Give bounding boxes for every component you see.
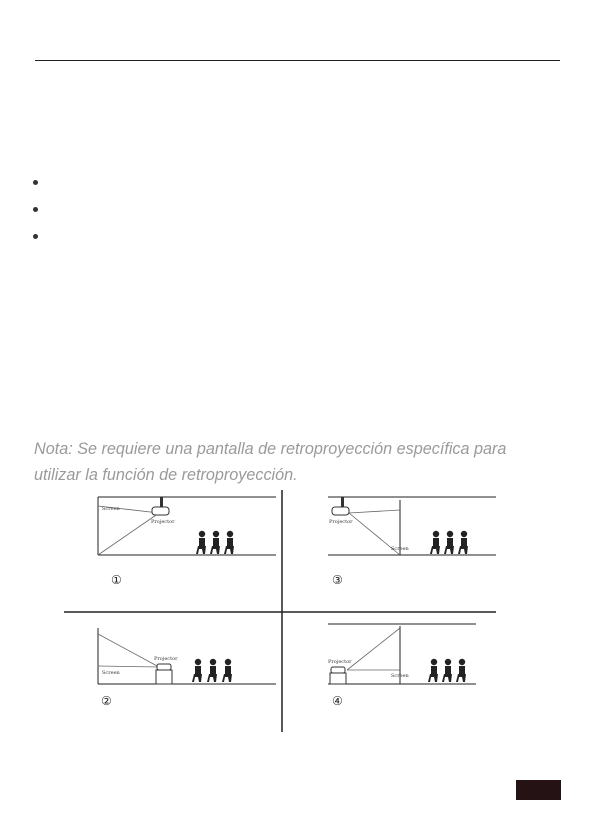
- audience-2: [192, 659, 232, 682]
- number-2: ②: [101, 694, 112, 708]
- note-line-2: utilizar la función de retroproyección.: [34, 466, 298, 484]
- audience-4: [428, 659, 466, 682]
- screen-label-4: Screen: [391, 673, 409, 679]
- screen-label-3: Screen: [391, 546, 409, 552]
- number-1: ①: [111, 573, 122, 587]
- audience-3: [430, 531, 468, 554]
- number-3: ③: [332, 573, 343, 587]
- header-rule: [35, 60, 560, 61]
- rear-projection-note: [34, 436, 564, 488]
- projection-modes-diagram: [64, 490, 500, 735]
- bullet-dot-3: [33, 234, 38, 239]
- projector-label-1: Projector: [151, 519, 175, 525]
- screen-label-1: Screen: [102, 506, 120, 512]
- audience-1: [196, 531, 234, 554]
- projector-label-2: Projector: [154, 656, 178, 662]
- panel-front-table: [98, 628, 276, 708]
- number-4: ④: [332, 694, 343, 708]
- note-line-1: Nota: Se requiere una pantalla de retroproyección específica para: [34, 440, 507, 458]
- screen-label-2: Screen: [102, 670, 120, 676]
- panel-rear-table: [328, 624, 476, 708]
- page-number-tab: [516, 780, 561, 800]
- bullet-dot-2: [33, 207, 38, 212]
- projector-label-3: Projector: [329, 519, 353, 525]
- panel-rear-ceiling: [328, 497, 496, 587]
- projector-label-4: Projector: [328, 659, 352, 665]
- bullet-dot-1: [33, 180, 38, 185]
- panel-front-ceiling: [98, 497, 276, 587]
